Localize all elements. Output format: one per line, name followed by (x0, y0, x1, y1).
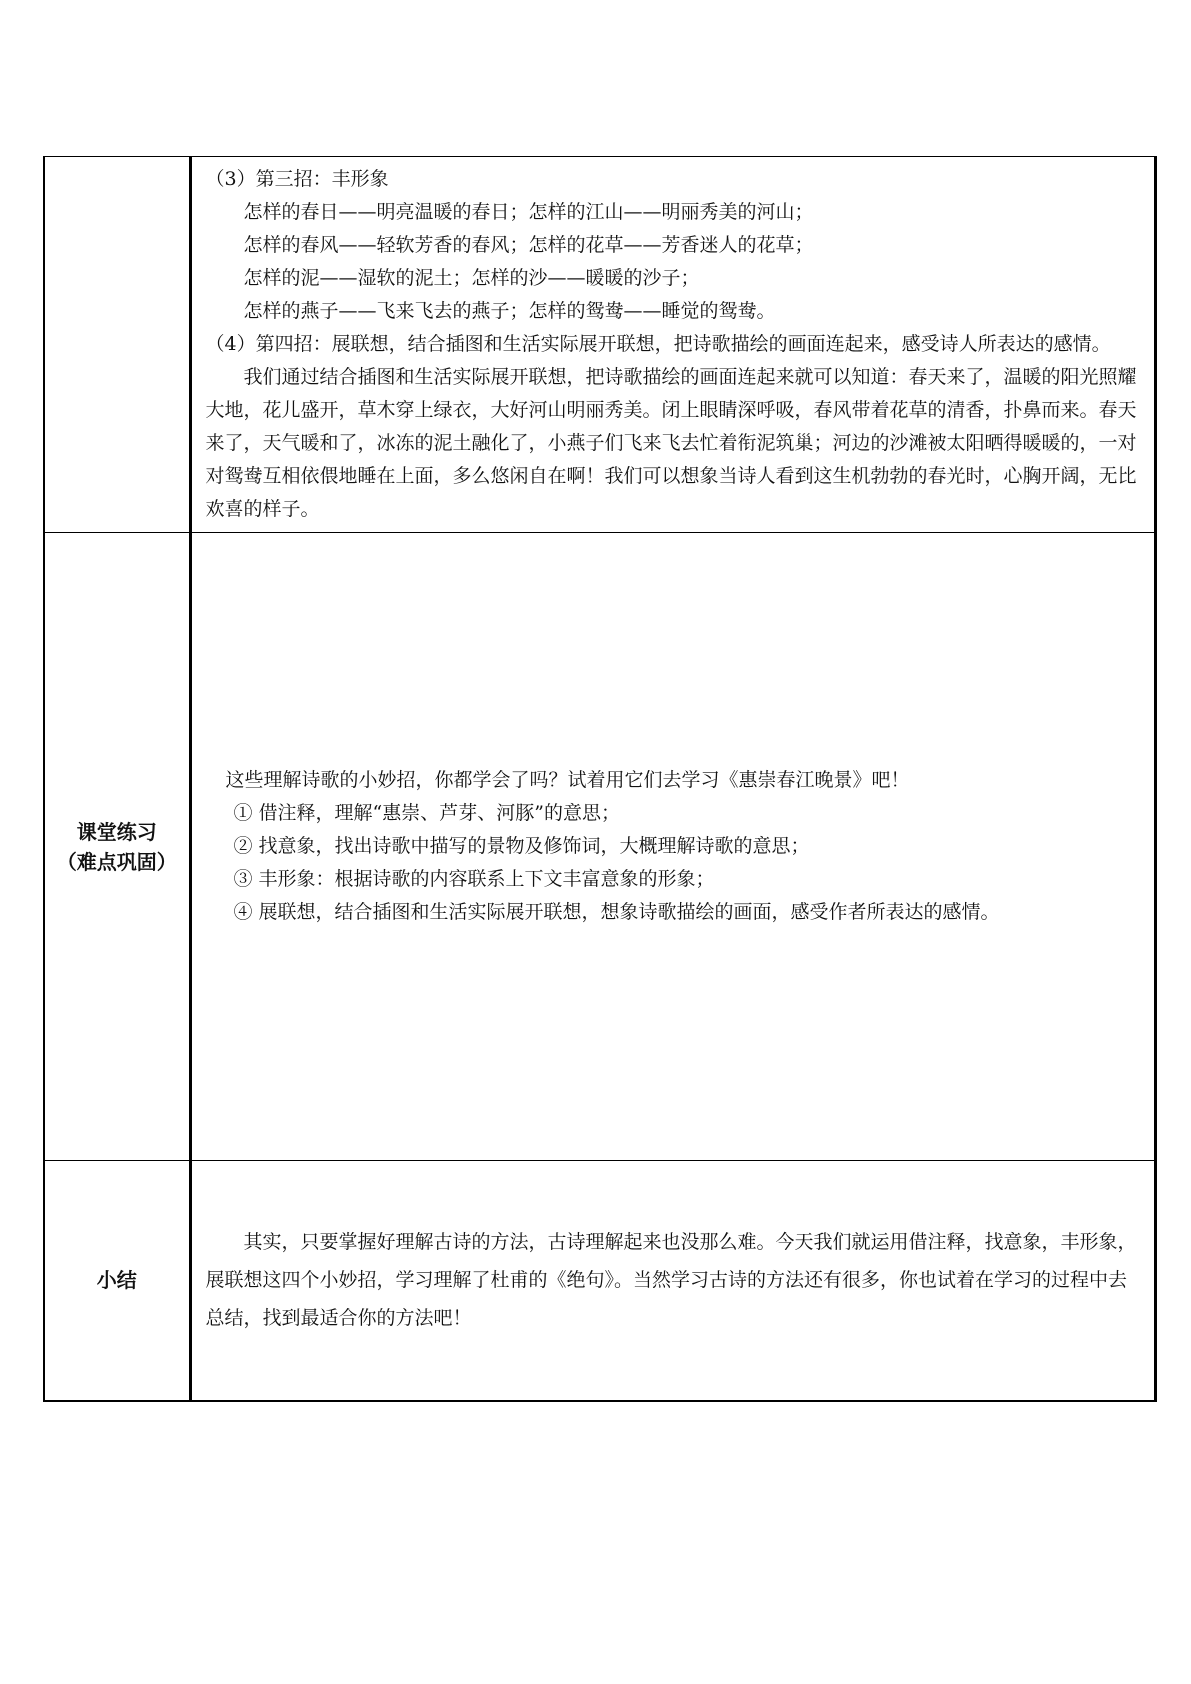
lesson-table (43, 156, 1157, 1402)
methods-row (44, 157, 1155, 533)
summary-content-cell (190, 1161, 1155, 1401)
summary-text: 其实，只要掌握好理解古诗的方法，古诗理解起来也没那么难。今天我们就运用借注释，找意象，丰形象，展联想这四个小妙招，学习理解了杜甫的《绝句》。当然学习古诗的方法还有很多，你也试着在学习的过程中去总结，找到最适合你的方法吧！ (205, 1231, 1137, 1330)
method3-line: 怎样的泥——湿软的泥土；怎样的沙——暖暖的沙子； (243, 267, 700, 289)
practice-label: 课堂练习 (76, 819, 157, 844)
practice-sublabel: （难点巩固） (56, 849, 177, 874)
methods-label-cell (44, 157, 190, 533)
method3-line: 怎样的燕子——飞来飞去的燕子；怎样的鸳鸯——睡觉的鸳鸯。 (243, 300, 776, 322)
method3-line: 怎样的春风——轻软芳香的春风；怎样的花草——芳香迷人的花草； (243, 234, 814, 256)
practice-item: ④ 展联想，结合插图和生活实际展开联想，想象诗歌描绘的画面，感受作者所表达的感情。 (233, 901, 1000, 923)
method4-paragraph: 我们通过结合插图和生活实际展开联想，把诗歌描绘的画面连起来就可以知道：春天来了，温暖的阳光照耀大地，花儿盛开，草木穿上绿衣，大好河山明丽秀美。闭上眼睛深呼吸，春风带着花草的清香，扑鼻而来。春天来了，天气暖和了，冰冻的泥土融化了，小燕子们飞来飞去忙着衔泥筑巢；河边的沙滩被太阳晒得暖暖的，一对对鸳鸯互相依偎地睡在上面，多么悠闲自在啊！我们可以想象当诗人看到这生机勃勃的春光时，心胸开阔，无比欢喜的样子。 (205, 366, 1137, 520)
practice-row (44, 533, 1155, 1161)
practice-item: ① 借注释，理解“惠崇、芦芽、河豚”的意思； (233, 802, 620, 824)
practice-content-cell (190, 533, 1155, 1161)
practice-label-cell (44, 533, 190, 1161)
practice-item: ③ 丰形象：根据诗歌的内容联系上下文丰富意象的形象； (233, 868, 715, 890)
method3-line: 怎样的春日——明亮温暖的春日；怎样的江山——明丽秀美的河山； (243, 201, 814, 223)
method3-heading: （3）第三招：丰形象 (205, 168, 389, 190)
summary-row (44, 1161, 1155, 1401)
practice-item: ② 找意象，找出诗歌中描写的景物及修饰词，大概理解诗歌的意思； (233, 835, 810, 857)
practice-intro: 这些理解诗歌的小妙招，你都学会了吗？试着用它们去学习《惠崇春江晚景》吧！ (225, 769, 910, 791)
methods-content-cell (190, 157, 1155, 533)
summary-label-cell (44, 1161, 190, 1401)
summary-label: 小结 (96, 1268, 137, 1293)
method4-heading: （4）第四招：展联想，结合插图和生活实际展开联想，把诗歌描绘的画面连起来，感受诗人所表达的感情。 (205, 333, 1111, 355)
